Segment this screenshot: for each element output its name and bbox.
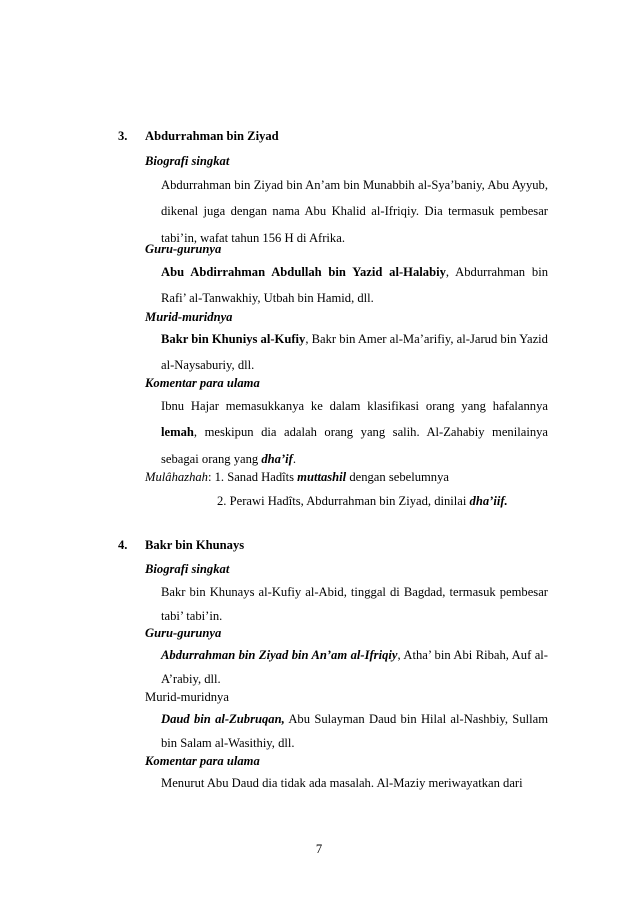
mulahazah-label: Mulâhazhah xyxy=(145,470,208,484)
guru-paragraph xyxy=(161,643,548,691)
komentar-text-1: Ibnu Hajar memasukkanya ke dalam klasifikasi orang yang hafalannya xyxy=(161,399,548,413)
komentar-verdict: dha’if xyxy=(261,451,293,466)
guru-others: , Atha’ bin Abi Ribah, Auf al-A’rabiy, dll. xyxy=(161,648,548,686)
mulahazah-2-emphasis: dha’iif. xyxy=(469,494,508,508)
section-number: 4. xyxy=(118,538,128,552)
bio-heading: Biografi singkat xyxy=(145,154,230,168)
komentar-text-2: , meskipun dia adalah orang yang salih. Al-Zahabiy menilainya sebagai orang yang xyxy=(161,425,548,466)
komentar-heading: Komentar para ulama xyxy=(145,754,260,768)
komentar-emphasis: lemah xyxy=(161,425,194,440)
murid-heading: Murid-muridnya xyxy=(145,310,233,324)
mulahazah-line-1 xyxy=(145,470,449,485)
guru-main-name: Abu Abdirrahman Abdullah bin Yazid al-Halabiy xyxy=(161,265,446,279)
murid-main-name: Daud bin al-Zubruqan, xyxy=(161,712,285,726)
murid-others: , Bakr bin Amer al-Ma’arifiy, al-Jarud bin Yazid al-Naysaburiy, dll. xyxy=(161,332,548,373)
komentar-paragraph xyxy=(161,393,548,472)
guru-paragraph xyxy=(161,259,548,312)
section-title: Abdurrahman bin Ziyad xyxy=(145,129,279,143)
bio-paragraph: Abdurrahman bin Ziyad bin An’am bin Munabbih al-Sya’baniy, Abu Ayyub, dikenal juga dengan nama Abu Khalid al-Ifriqiy. Dia termasuk pembesar tabi’in, wafat tahun 156 H di Afrika. xyxy=(161,178,548,245)
bio-heading: Biografi singkat xyxy=(145,562,230,576)
guru-main-name: Abdurrahman bin Ziyad bin An’am al-Ifriqiy xyxy=(161,648,398,662)
murid-main-name: Bakr bin Khuniys al-Kufiy xyxy=(161,332,306,346)
murid-paragraph xyxy=(161,707,548,755)
komentar-end: . xyxy=(292,451,297,466)
mulahazah-1-emphasis: muttashil xyxy=(297,470,347,484)
mulahazah-2-text: 2. Perawi Hadîts, Abdurrahman bin Ziyad, dinilai xyxy=(217,494,470,508)
mulahazah-1-rest: dengan sebelumnya xyxy=(346,470,449,484)
guru-heading: Guru-gurunya xyxy=(145,242,222,256)
guru-others: , Abdurrahman bin Rafi’ al-Tanwakhiy, Utbah bin Hamid, dll. xyxy=(161,265,548,306)
mulahazah-line-2 xyxy=(217,494,508,509)
bio-paragraph: Bakr bin Khunays al-Kufiy al-Abid, tinggal di Bagdad, termasuk pembesar tabi’ tabi’in. xyxy=(161,585,548,623)
section-number: 3. xyxy=(118,129,128,143)
murid-heading: Murid-muridnya xyxy=(145,690,229,704)
komentar-heading: Komentar para ulama xyxy=(145,376,260,390)
section-title: Bakr bin Khunays xyxy=(145,538,245,552)
mulahazah-1-text: : 1. Sanad Hadîts xyxy=(207,470,298,484)
murid-paragraph xyxy=(161,326,548,379)
murid-others: Abu Sulayman Daud bin Hilal al-Nashbiy, Sullam bin Salam al-Wasithiy, dll. xyxy=(161,712,548,750)
komentar-paragraph: Menurut Abu Daud dia tidak ada masalah. Al-Maziy meriwayatkan dari xyxy=(161,776,523,790)
guru-heading: Guru-gurunya xyxy=(145,626,222,640)
page-number: 7 xyxy=(315,842,323,856)
